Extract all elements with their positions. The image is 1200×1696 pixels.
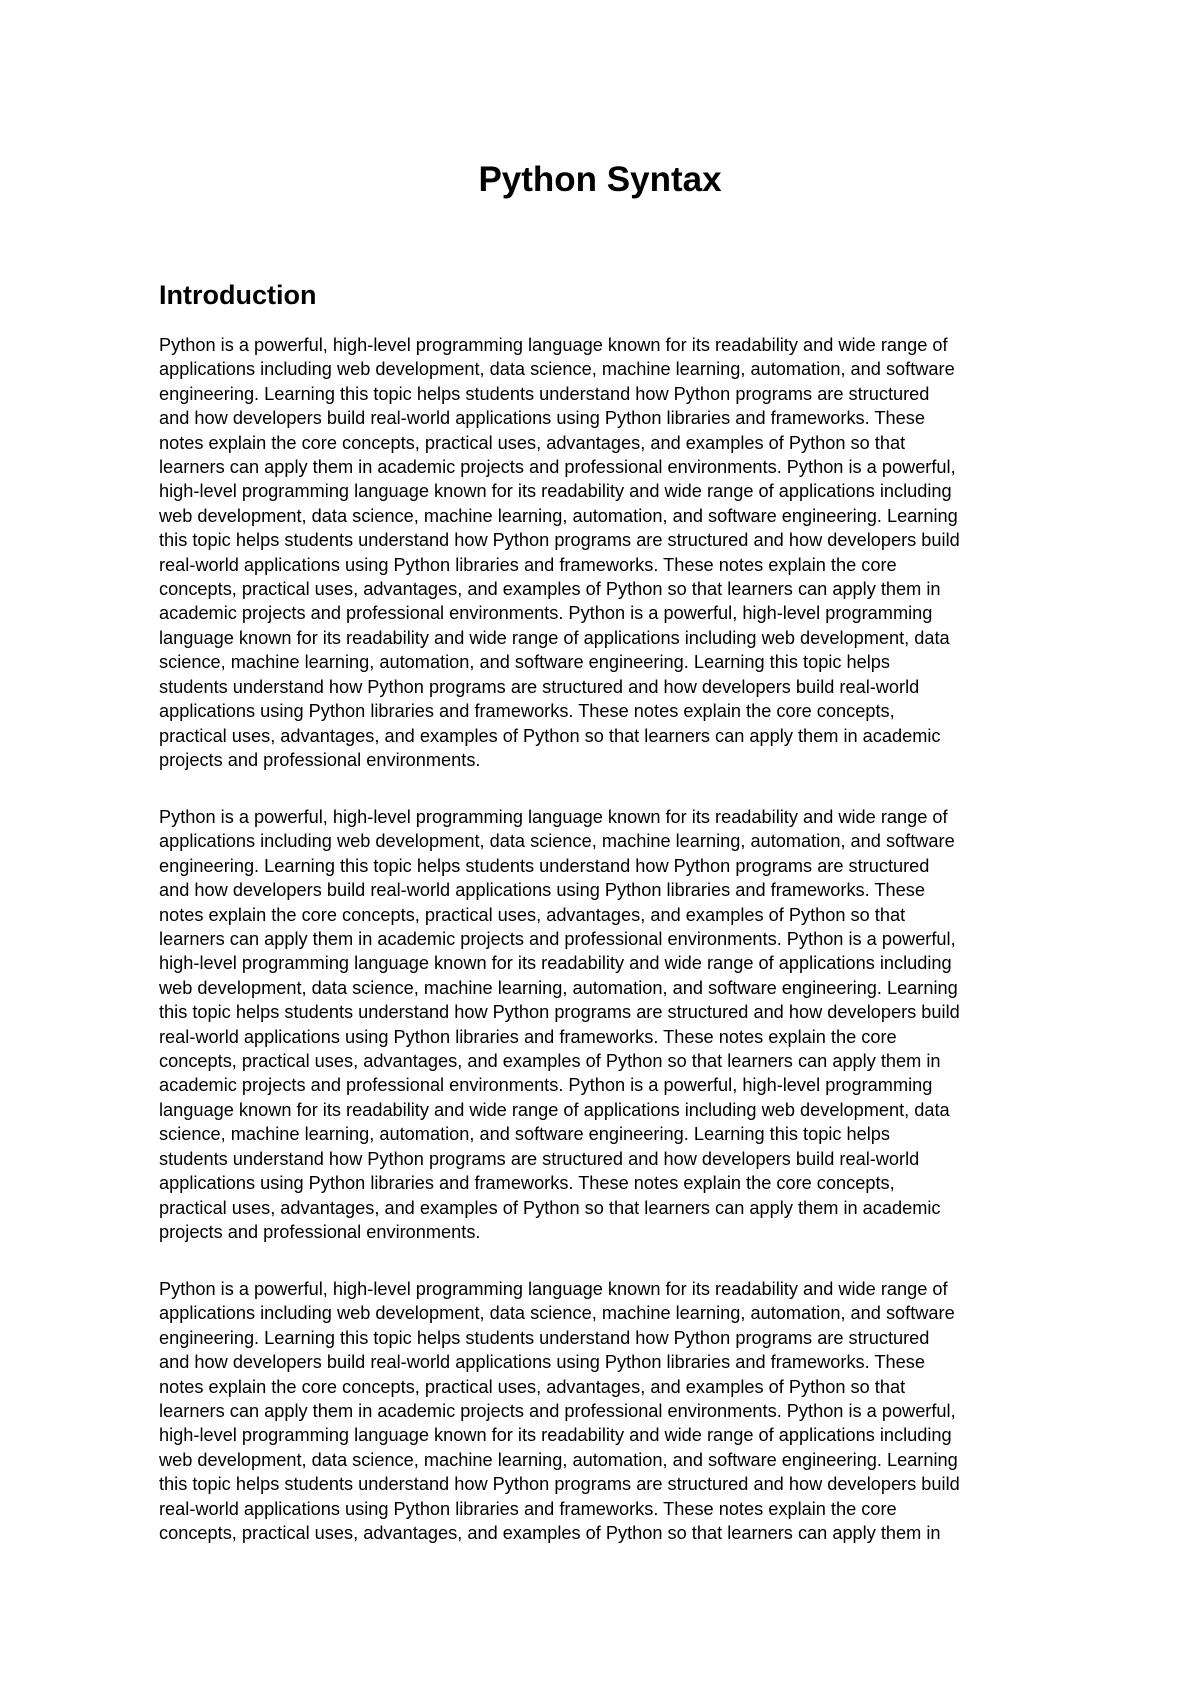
text-line: students understand how Python programs are structured and how developers build real-world	[159, 1148, 920, 1169]
text-line: science, machine learning, automation, and software engineering. Learning this topic helps	[159, 1124, 890, 1145]
text-line: concepts, practical uses, advantages, and examples of Python so that learners can apply them in	[159, 1523, 941, 1544]
text-line: learners can apply them in academic projects and professional environments. Python is a powerful,	[159, 1401, 956, 1422]
text-line: applications including web development, data science, machine learning, automation, and software	[159, 831, 955, 852]
paragraph-1	[159, 333, 1059, 772]
text-line: students understand how Python programs are structured and how developers build real-world	[159, 676, 920, 697]
text-line: notes explain the core concepts, practical uses, advantages, and examples of Python so that	[159, 432, 906, 453]
text-line: web development, data science, machine learning, automation, and software engineering. Learning	[159, 505, 958, 526]
text-line: learners can apply them in academic projects and professional environments. Python is a powerful,	[159, 929, 956, 950]
text-line: notes explain the core concepts, practical uses, advantages, and examples of Python so that	[159, 1376, 906, 1397]
text-line: language known for its readability and wide range of applications including web development, data	[159, 627, 950, 648]
text-line: and how developers build real-world applications using Python libraries and frameworks. These	[159, 1352, 925, 1373]
text-line: high-level programming language known for its readability and wide range of applications including	[159, 481, 952, 502]
text-line: applications including web development, data science, machine learning, automation, and software	[159, 1303, 955, 1324]
paragraph-2	[159, 805, 1059, 1244]
text-line: and how developers build real-world applications using Python libraries and frameworks. These	[159, 408, 925, 429]
text-line: engineering. Learning this topic helps students understand how Python programs are structured	[159, 1327, 930, 1348]
text-line: engineering. Learning this topic helps students understand how Python programs are structured	[159, 855, 930, 876]
text-line: concepts, practical uses, advantages, and examples of Python so that learners can apply them in	[159, 1051, 941, 1072]
text-line: applications using Python libraries and frameworks. These notes explain the core concepts,	[159, 701, 895, 722]
text-line: high-level programming language known for its readability and wide range of applications including	[159, 953, 952, 974]
text-line: real-world applications using Python libraries and frameworks. These notes explain the core	[159, 1026, 897, 1047]
text-line: and how developers build real-world applications using Python libraries and frameworks. These	[159, 880, 925, 901]
text-line: this topic helps students understand how Python programs are structured and how developers build	[159, 1474, 960, 1495]
text-line: notes explain the core concepts, practical uses, advantages, and examples of Python so that	[159, 904, 906, 925]
text-line: concepts, practical uses, advantages, and examples of Python so that learners can apply them in	[159, 579, 941, 600]
section-heading-introduction: Introduction	[159, 280, 317, 310]
text-line: language known for its readability and wide range of applications including web development, data	[159, 1099, 950, 1120]
text-line: Python is a powerful, high-level programming language known for its readability and wide range of	[159, 807, 948, 827]
text-line: applications including web development, data science, machine learning, automation, and software	[159, 359, 955, 380]
text-line: academic projects and professional environments. Python is a powerful, high-level programming	[159, 603, 933, 624]
text-line: this topic helps students understand how Python programs are structured and how developers build	[159, 1002, 960, 1023]
text-line: practical uses, advantages, and examples of Python so that learners can apply them in academic	[159, 1197, 941, 1218]
text-line: web development, data science, machine learning, automation, and software engineering. Learning	[159, 977, 958, 998]
text-line: Python is a powerful, high-level programming language known for its readability and wide range of	[159, 1279, 948, 1299]
text-line: science, machine learning, automation, and software engineering. Learning this topic helps	[159, 652, 890, 673]
text-line: projects and professional environments.	[159, 1221, 481, 1242]
text-line: real-world applications using Python libraries and frameworks. These notes explain the core	[159, 554, 897, 575]
text-line: learners can apply them in academic projects and professional environments. Python is a powerful,	[159, 457, 956, 478]
text-line: academic projects and professional environments. Python is a powerful, high-level programming	[159, 1075, 933, 1096]
paragraph-3	[159, 1277, 1059, 1545]
text-line: projects and professional environments.	[159, 749, 481, 770]
document-title: Python Syntax	[478, 160, 722, 199]
text-line: real-world applications using Python libraries and frameworks. These notes explain the core	[159, 1498, 897, 1519]
text-line: engineering. Learning this topic helps students understand how Python programs are structured	[159, 383, 930, 404]
text-line: this topic helps students understand how Python programs are structured and how developers build	[159, 530, 960, 551]
text-line: Python is a powerful, high-level programming language known for its readability and wide range of	[159, 335, 948, 355]
text-line: practical uses, advantages, and examples of Python so that learners can apply them in academic	[159, 725, 941, 746]
text-line: high-level programming language known for its readability and wide range of applications including	[159, 1425, 952, 1446]
text-line: web development, data science, machine learning, automation, and software engineering. Learning	[159, 1449, 958, 1470]
text-line: applications using Python libraries and frameworks. These notes explain the core concepts,	[159, 1173, 895, 1194]
